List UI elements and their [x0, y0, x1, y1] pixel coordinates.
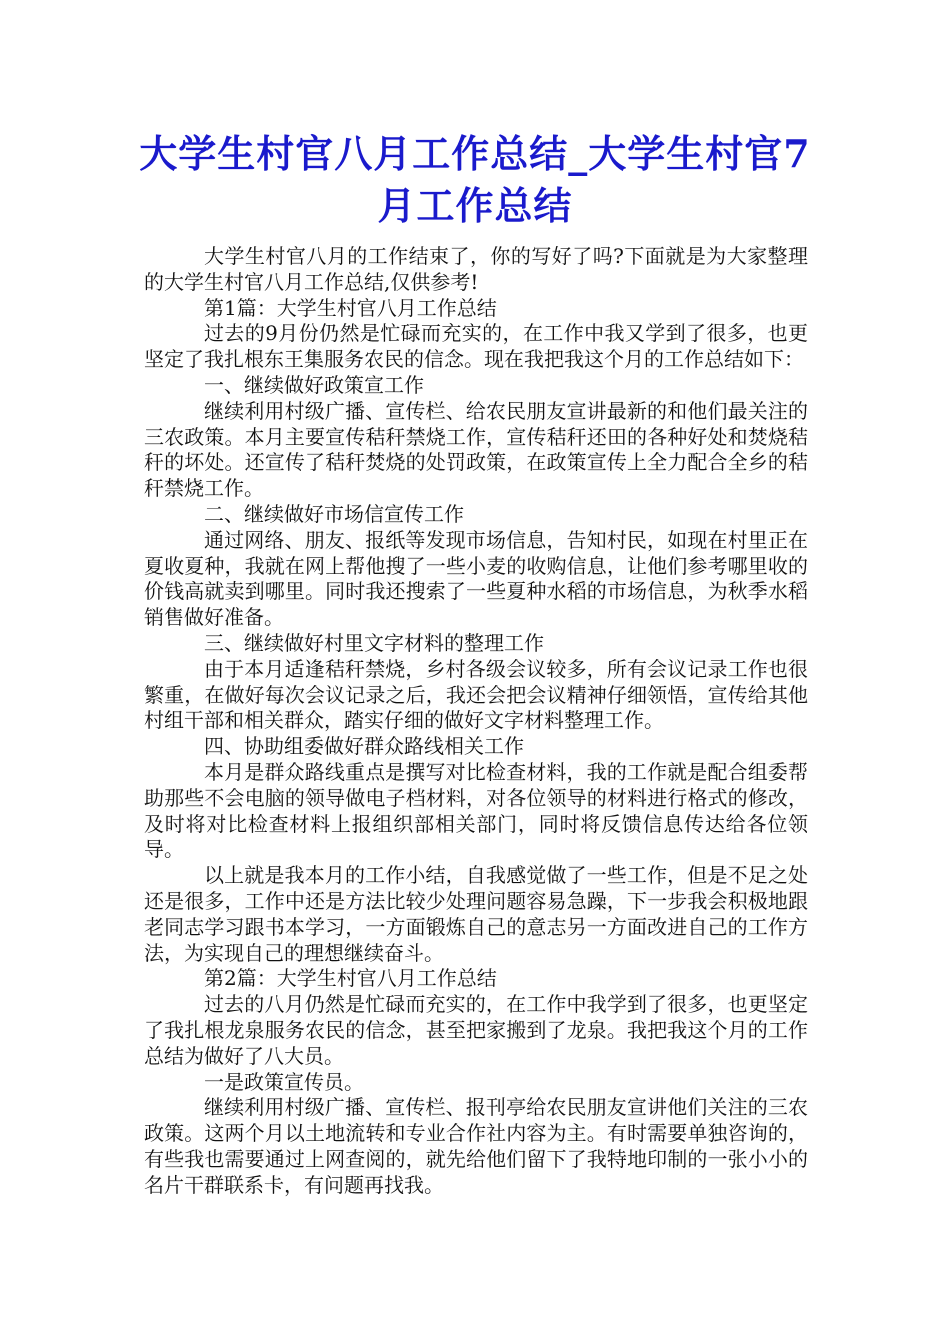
section-heading: 第2篇：大学生村官八月工作总结 — [204, 966, 497, 991]
body-paragraph: 继续利用村级广播、宣传栏、给农民朋友宣讲最新的和他们最关注的三农政策。本月主要宣传秸秆禁烧工作，宣传秸秆还田的各种好处和焚烧秸秆的坏处。还宣传了秸秆焚烧的处罚政策，在政策宣传上全力配合全乡的秸秆禁烧工作。 — [144, 398, 808, 501]
body-paragraph: 通过网络、朋友、报纸等发现市场信息，告知村民，如现在村里正在夏收夏种，我就在网上帮他搜了一些小麦的收购信息，让他们参考哪里收的价钱高就卖到哪里。同时我还搜索了一些夏种水稻的市场信息，为秋季水稻销售做好准备。 — [144, 527, 808, 630]
section-heading: 第1篇：大学生村官八月工作总结 — [204, 295, 497, 320]
body-paragraph: 继续利用村级广播、宣传栏、报刊亭给农民朋友宣讲他们关注的三农政策。这两个月以土地流转和专业合作社内容为主。有时需要单独咨询的，有些我也需要通过上网查阅的，就先给他们留下了我特地印制的一张小小的名片干群联系卡，有问题再找我。 — [144, 1095, 808, 1197]
subsection-heading: 二、继续做好市场信宣传工作 — [204, 501, 464, 526]
body-paragraph: 过去的9月份仍然是忙碌而充实的，在工作中我又学到了很多，也更坚定了我扎根东王集服务农民的信念。现在我把我这个月的工作总结如下： — [144, 321, 808, 372]
body-paragraph: 由于本月适逢秸秆禁烧，乡村各级会议较多，所有会议记录工作也很繁重，在做好每次会议记录之后，我还会把会议精神仔细领悟，宣传给其他村组干部和相关群众，踏实仔细的做好文字材料整理工作。 — [144, 656, 808, 733]
subsection-heading: 四、协助组委做好群众路线相关工作 — [204, 734, 524, 759]
intro-paragraph: 大学生村官八月的工作结束了，你的写好了吗?下面就是为大家整理的大学生村官八月工作总结,仅供参考! — [144, 244, 808, 294]
subsection-heading: 三、继续做好村里文字材料的整理工作 — [204, 630, 544, 655]
subsection-heading: 一、继续做好政策宣工作 — [204, 372, 424, 397]
subsection-heading: 一是政策宣传员。 — [204, 1069, 364, 1094]
document-title: 大学生村官八月工作总结_大学生村官7月工作总结 — [139, 131, 811, 228]
body-paragraph: 以上就是我本月的工作小结，自我感觉做了一些工作，但是不足之处还是很多，工作中还是方法比较少处理问题容易急躁，下一步我会积极地跟老同志学习跟书本学习，一方面锻炼自己的意志另一方面改进自己的工作方法，为实现自己的理想继续奋斗。 — [144, 863, 808, 965]
document-body — [144, 244, 808, 1198]
body-paragraph: 本月是群众路线重点是撰写对比检查材料，我的工作就是配合组委帮助那些不会电脑的领导做电子档材料，对各位领导的材料进行格式的修改，及时将对比检查材料上报组织部相关部门，同时将反馈信息传达给各位领导。 — [144, 759, 808, 862]
body-paragraph: 过去的八月仍然是忙碌而充实的，在工作中我学到了很多，也更坚定了我扎根龙泉服务农民的信念，甚至把家搬到了龙泉。我把我这个月的工作总结为做好了八大员。 — [144, 992, 808, 1068]
